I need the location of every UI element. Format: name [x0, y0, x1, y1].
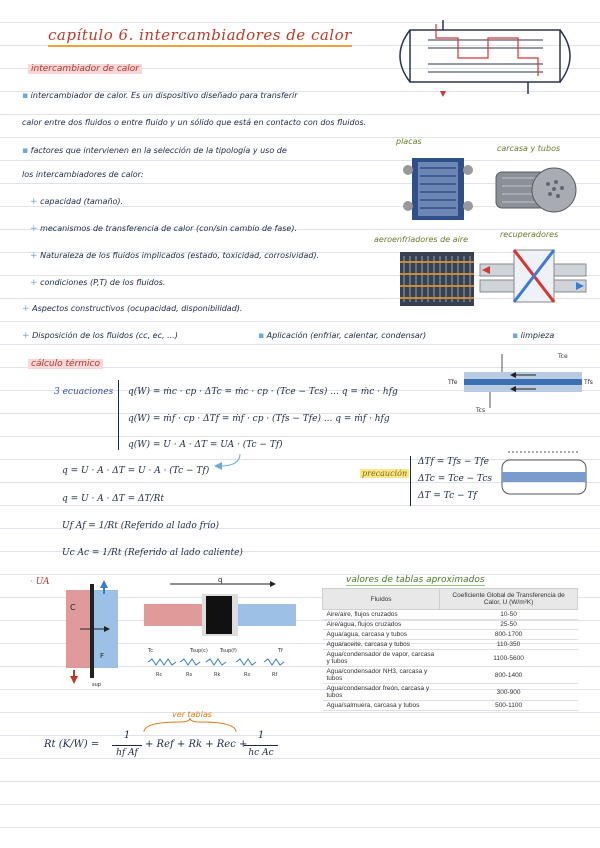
equation-7: Uc Ac = 1/Rt (Referido al lado caliente): [62, 548, 243, 558]
annulus-diagram: [498, 446, 590, 504]
label-placas: placas: [396, 137, 422, 146]
label-c: C: [70, 603, 76, 612]
temp-label: Tf: [278, 648, 283, 654]
precaucion-label: precaución: [362, 469, 408, 478]
equation-5: q = U · A · ΔT = ΔT/Rt: [62, 494, 164, 504]
ecuaciones-label: 3 ecuaciones: [54, 387, 114, 397]
label-recuperadores: recuperadores: [500, 230, 559, 239]
bullet-icon: ▪: [258, 331, 265, 341]
bullet-icon: +: [22, 304, 30, 314]
bullet-icon: +: [30, 278, 38, 288]
definition-line-1: ▪ intercambiador de calor. Es un dispositivo diseñado para transferir: [22, 91, 298, 101]
final-eq-den-2: hc Ac: [248, 748, 274, 758]
label-carcasa: carcasa y tubos: [497, 144, 561, 153]
label-tfs: Tfs: [584, 379, 593, 386]
label-f: F: [100, 652, 105, 660]
res-label: Rf: [272, 672, 278, 678]
definition-line-2: calor entre dos fluidos o entre fluido y un sólido que está en contacto con dos fluidos.: [22, 118, 367, 127]
shell-tube-diagram: [388, 18, 583, 98]
table-header: Fluidos: [323, 589, 440, 610]
table-row: Agua/agua, carcasa y tubos 800-1700: [323, 630, 578, 640]
bullet-icon: ·: [30, 577, 33, 587]
equation-4: q = U · A · ΔT = U · A · (Tc − Tf): [62, 466, 210, 476]
final-eq-den-1: hf Af: [116, 748, 138, 758]
shell-tube-image: [488, 156, 580, 226]
page-title: capítulo 6. intercambiadores de calor: [48, 26, 352, 47]
bullet-icon: +: [22, 331, 30, 341]
table-row: Agua/salmuera, carcasa y tubos 500-1100: [323, 701, 578, 711]
res-label: Rs: [244, 672, 251, 678]
factors-intro-line-2: los intercambiadores de calor:: [22, 170, 144, 179]
wall-diagram: [60, 574, 142, 690]
temp-label: Tc: [148, 648, 153, 654]
final-eq-num-1: 1: [123, 730, 131, 741]
double-pipe-diagram: [446, 350, 596, 414]
res-label: Rc: [156, 672, 163, 678]
thermal-resistance-diagram: [140, 574, 300, 684]
factor-item-disposicion: + Disposición de los fluidos (cc, ec, ...): [22, 331, 178, 341]
factor-item: + mecanismos de transferencia de calor (con/sin cambio de fase).: [30, 224, 297, 234]
factor-item: + capacidad (tamaño).: [30, 197, 124, 207]
table-row: Agua/condensador de vapor, carcasa y tubos 1100-5600: [323, 650, 578, 667]
fraction-bar: [112, 745, 142, 746]
recuperator-image: [478, 240, 588, 312]
temp-label: Tsup(f): [220, 648, 237, 654]
equation-1: q(W) = ṁc · cp · ΔTc = ṁc · cp · (Tce − Tcs) ... q = ṁc · hfg: [128, 387, 398, 397]
final-eq-mid: + Ref + Rk + Rec +: [145, 739, 248, 750]
label-tfe: Tfe: [448, 379, 458, 386]
final-eq-num-2: 1: [257, 730, 265, 741]
factor-item: + Naturaleza de los fluidos implicados (estado, toxicidad, corrosividad).: [30, 251, 320, 261]
final-eq-lhs: Rt (K/W) =: [44, 739, 100, 750]
bullet-icon: +: [30, 251, 38, 261]
label-tce: Tce: [558, 353, 568, 360]
air-cooler-image: [396, 246, 478, 312]
brace: [118, 380, 122, 450]
bullet-icon: ▪: [22, 91, 29, 101]
ver-tablas-brace: [140, 718, 240, 734]
table-row: Aire/aire, flujos cruzados 10-50: [323, 610, 578, 620]
label-q: q: [218, 576, 223, 584]
label-tcs: Tcs: [476, 407, 486, 414]
ver-tablas-label: ver tablas: [172, 710, 212, 719]
bullet-icon: +: [30, 224, 38, 234]
factor-item: + Aspectos constructivos (ocupacidad, disponibilidad).: [22, 304, 243, 314]
table-title: valores de tablas aproximados: [346, 575, 485, 585]
u-values-table: [322, 588, 578, 711]
temp-label: Tsup(c): [190, 648, 208, 654]
plate-exchanger-image: [398, 148, 478, 228]
equation-3: q(W) = U · A · ΔT = UA · (Tc − Tf): [128, 440, 283, 450]
label-aero: aeroenfriadores de aire: [374, 235, 469, 244]
precaucion-eq-1: ΔTf = Tfs − Tfe: [418, 457, 489, 467]
equation-6: Uf Af = 1/Rt (Referido al lado frío): [62, 521, 220, 531]
bullet-icon: ▪: [22, 146, 29, 156]
label-sup: sup: [92, 682, 101, 688]
table-row: Agua/aceite, carcasa y tubos 110-350: [323, 640, 578, 650]
bullet-icon: ▪: [512, 331, 519, 341]
table-row: Agua/condensador NH3, carcasa y tubos 800-1400: [323, 667, 578, 684]
section-heading-calculo: cálculo térmico: [28, 359, 103, 369]
brace: [410, 456, 414, 506]
ua-label: · UA: [30, 577, 50, 587]
table-row: Agua/condensador freón, carcasa y tubos 300-900: [323, 684, 578, 701]
factor-item-aplicacion: ▪ Aplicación (enfriar, calentar, condensar): [258, 331, 427, 341]
table-row: Aire/agua, flujos cruzados 25-50: [323, 620, 578, 630]
section-heading-intercambiador: intercambiador de calor: [28, 64, 142, 74]
res-label: Rs: [186, 672, 193, 678]
factors-intro-line-1: ▪ factores que intervienen en la selección de la tipología y uso de: [22, 146, 287, 156]
equation-2: q(W) = ṁf · cp · ΔTf = ṁf · cp · (Tfs − Tfe) ... q = ṁf · hfg: [128, 414, 390, 424]
precaucion-eq-2: ΔTc = Tce − Tcs: [418, 474, 493, 484]
factor-item: + condiciones (P,T) de los fluidos.: [30, 278, 166, 288]
fraction-bar: [244, 745, 278, 746]
precaucion-eq-3: ΔT = Tc − Tf: [418, 491, 477, 501]
res-label: Rk: [214, 672, 221, 678]
bullet-icon: +: [30, 197, 38, 207]
table-header: Coeficiente Global de Transferencia de Calor, U (W/m²K): [440, 589, 578, 610]
factor-item-limpieza: ▪ limpieza: [512, 331, 555, 341]
